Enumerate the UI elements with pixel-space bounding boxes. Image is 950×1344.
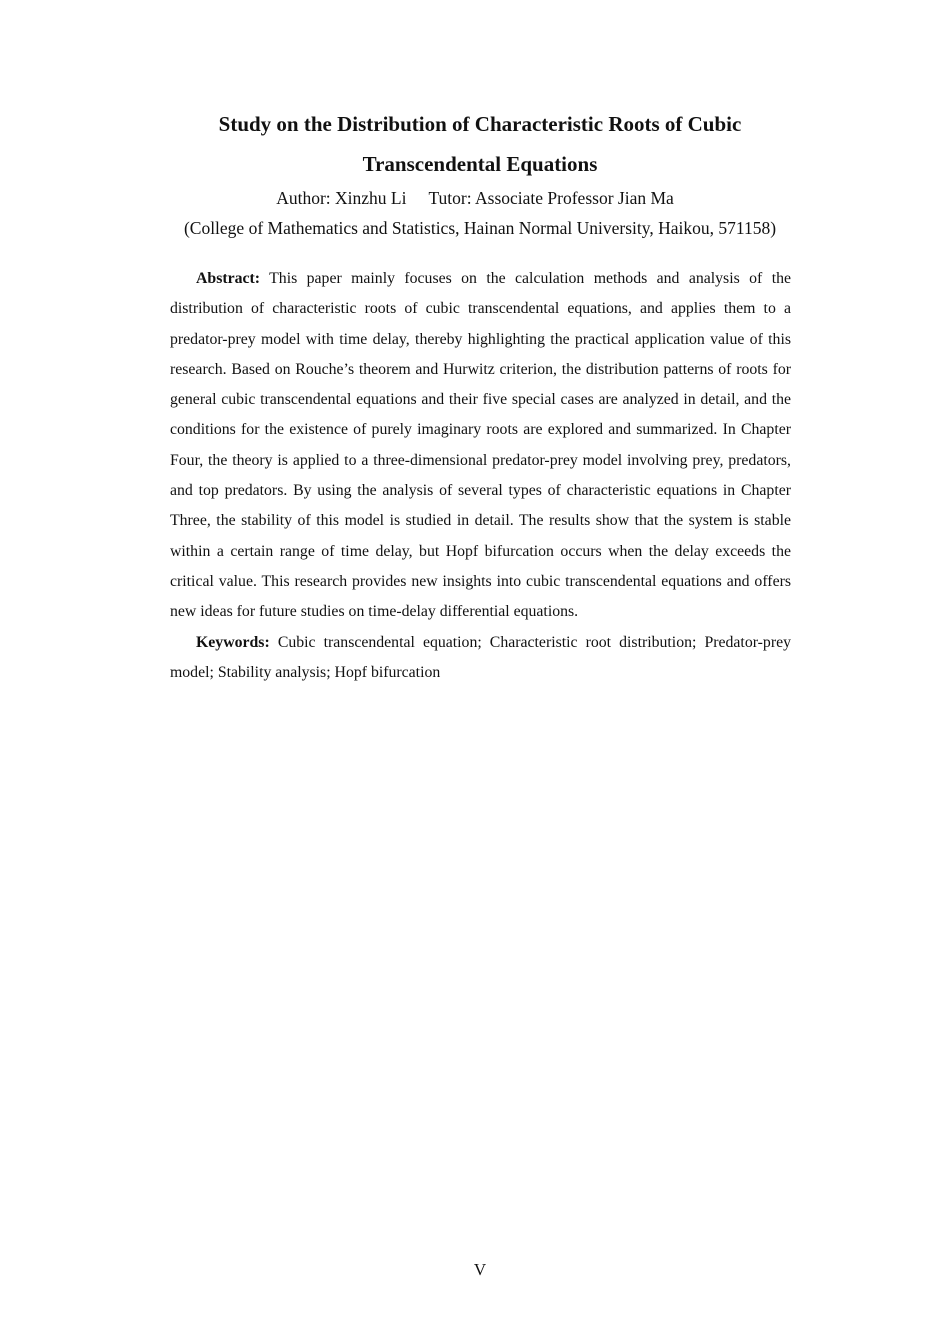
tutor-name: Tutor: Associate Professor Jian Ma <box>428 188 674 208</box>
byline <box>0 186 950 210</box>
keywords-label: Keywords: <box>196 633 270 651</box>
abstract-label: Abstract: <box>196 270 261 287</box>
paper-title-line-1: Study on the Distribution of Characteristic Roots of Cubic <box>218 112 742 136</box>
paper-title-line-2: Transcendental Equations <box>362 152 598 176</box>
abstract-paragraph <box>170 264 791 628</box>
abstract-section <box>170 264 791 688</box>
page-number: V <box>473 1260 487 1279</box>
affiliation: (College of Mathematics and Statistics, Hainan Normal University, Haikou, 571158) <box>183 218 777 238</box>
abstract-text: This paper mainly focuses on the calculation methods and analysis of the distribution of characteristic roots of cubic transcendental equations, and applies them to a predator-prey model with time delay, thereby highlighting the practical application value of this research. Based on Rouche’s theorem and Hurwitz criterion, the distribution patterns of roots for general cubic transcendental equations and their five special cases are analyzed in detail, and the conditions for the existence of purely imaginary roots are explored and summarized. In Chapter Four, the theory is applied to a three-dimensional predator-prey model involving prey, predators, and top predators. By using the analysis of several types of characteristic equations in Chapter Three, the stability of this model is studied in detail. The results show that the system is stable within a certain range of time delay, but Hopf bifurcation occurs when the delay exceeds the critical value. This research provides new insights into cubic transcendental equations and offers new ideas for future studies on time-delay differential equations. <box>170 270 791 621</box>
paper-title <box>120 104 840 184</box>
author-name: Author: Xinzhu Li <box>276 188 407 208</box>
keywords-text: Cubic transcendental equation; Characteristic root distribution; Predator-prey model; Stability analysis; Hopf bifurcation <box>170 633 791 681</box>
keywords-paragraph <box>170 628 791 689</box>
